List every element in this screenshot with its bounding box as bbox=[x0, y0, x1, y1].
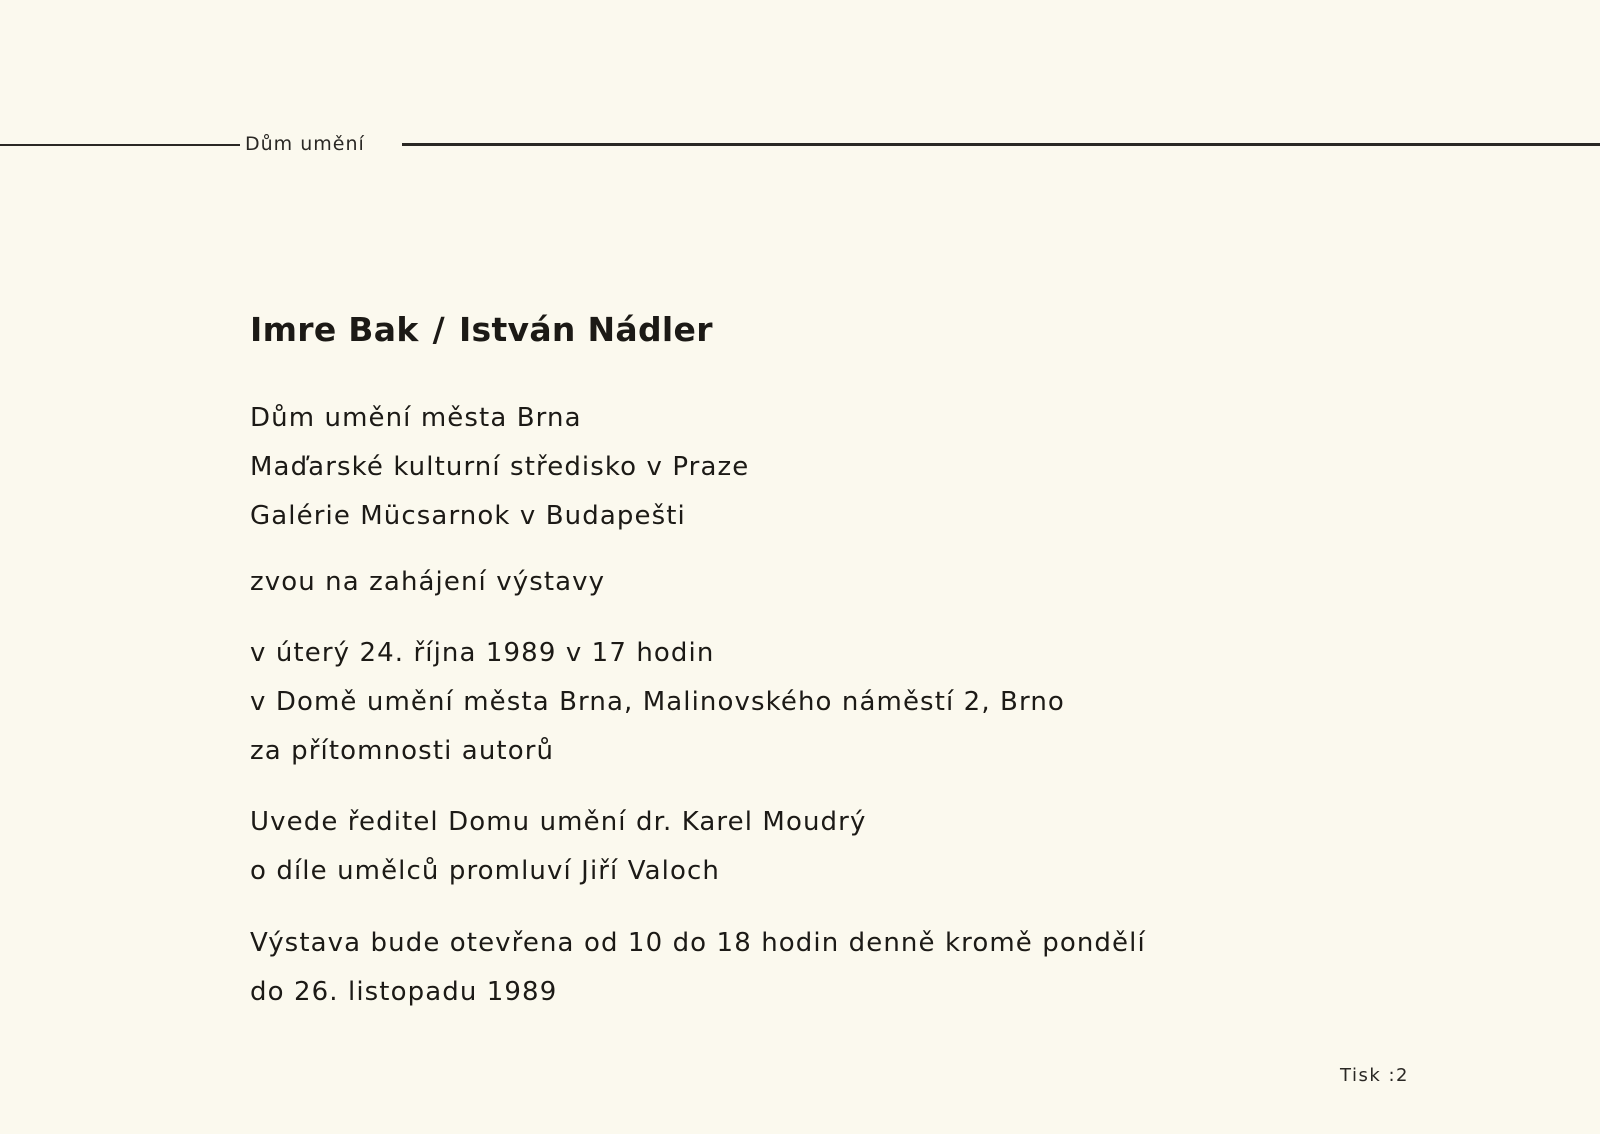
title-separator: / bbox=[432, 310, 445, 349]
event-venue-line: v Domě umění města Brna, Malinovského náměstí 2, Brno bbox=[250, 687, 1065, 717]
speaker-line: Uvede ředitel Domu umění dr. Karel Moudrý bbox=[250, 807, 867, 837]
exhibition-title bbox=[250, 308, 713, 352]
artist-name-1: Imre Bak bbox=[250, 310, 419, 349]
header-rule-left bbox=[0, 144, 240, 146]
closing-date-line: do 26. listopadu 1989 bbox=[250, 977, 558, 1007]
organizer-line: Maďarské kulturní středisko v Praze bbox=[250, 452, 750, 482]
event-presence-line: za přítomnosti autorů bbox=[250, 736, 555, 766]
organizer-line: Galérie Mücsarnok v Budapešti bbox=[250, 501, 686, 531]
print-code: Tisk :2 bbox=[1340, 1065, 1409, 1086]
organizer-line: Dům umění města Brna bbox=[250, 403, 582, 433]
speaker-line: o díle umělců promluví Jiří Valoch bbox=[250, 856, 720, 886]
event-date-line: v úterý 24. října 1989 v 17 hodin bbox=[250, 638, 715, 668]
artist-name-2: István Nádler bbox=[458, 310, 713, 349]
header-label: Dům umění bbox=[245, 133, 365, 155]
header-rule-right bbox=[402, 143, 1600, 146]
opening-hours-line: Výstava bude otevřena od 10 do 18 hodin denně kromě pondělí bbox=[250, 928, 1146, 958]
invitation-line: zvou na zahájení výstavy bbox=[250, 567, 606, 597]
